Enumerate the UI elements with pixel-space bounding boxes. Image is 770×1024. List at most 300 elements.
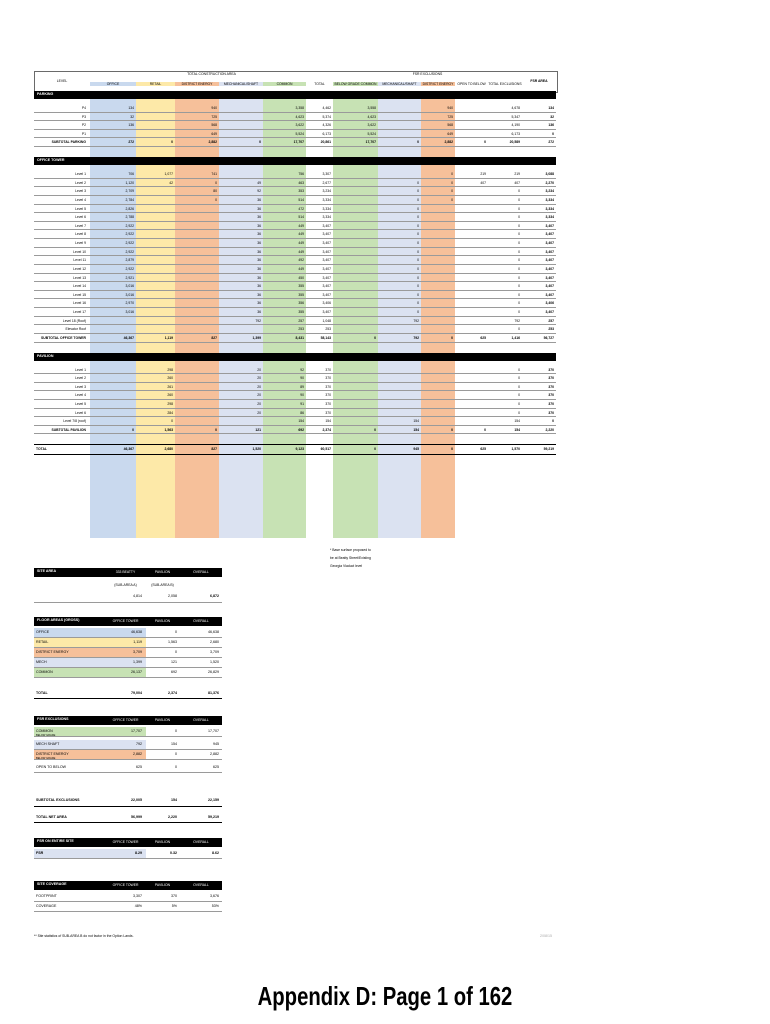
fsr-exclusions-row-line xyxy=(34,759,222,760)
cell-value: 741 xyxy=(211,172,217,177)
row-label: Level 11 xyxy=(73,258,86,263)
page-stamp: 2/08/15 xyxy=(540,934,552,938)
column-header: BELOW GRADE COMMON xyxy=(334,82,377,86)
cell-value: 5,347 xyxy=(511,114,520,119)
cell-value: 449 xyxy=(298,232,304,237)
appendix-title: Appendix D: Page 1 of 162 xyxy=(257,981,513,1011)
floor-areas-total-value: 79,004 xyxy=(131,691,142,695)
note-line: be at Beatty Street/Existing xyxy=(330,556,371,560)
site-area-col-sub: (SUB-AREA B) xyxy=(151,583,174,587)
row-line xyxy=(34,195,556,196)
cell-value: 827 xyxy=(211,335,217,340)
cell-value: 36 xyxy=(257,310,261,315)
site-coverage-row-value: 5% xyxy=(171,904,177,908)
cell-value: 5,524 xyxy=(367,131,376,136)
cell-value: 625 xyxy=(480,335,486,340)
cell-value: 36 xyxy=(257,197,261,202)
cell-value: 154 xyxy=(298,419,304,424)
cell-value: 3,407 xyxy=(322,266,331,271)
cell-value: 3,407 xyxy=(545,241,554,246)
site-area-value: 4,814 xyxy=(133,594,142,598)
fsr-exclusions-row-value: 17,707 xyxy=(131,729,142,733)
fsr-exclusions-row-label: DISTRICT ENERGY xyxy=(36,752,69,756)
row-label: P4 xyxy=(81,106,86,110)
row-line xyxy=(34,433,556,434)
cell-value: 0 xyxy=(417,310,419,315)
site-area-col-sub: (SUB-AREA A) xyxy=(114,583,137,587)
cell-value: 0 xyxy=(417,249,419,254)
site-coverage-row-value: 3,307 xyxy=(133,894,142,898)
cell-value: 20 xyxy=(257,376,261,381)
row-label: Level 12 xyxy=(73,266,86,271)
cell-value: 1,120 xyxy=(125,180,134,185)
cell-value: 3,334 xyxy=(545,197,554,202)
cell-value: 0 xyxy=(417,275,419,280)
cell-value: 0 xyxy=(451,427,453,432)
cell-value: 86 xyxy=(300,410,304,415)
column-header: OFFICE xyxy=(90,82,136,86)
fsr-subtotal-value: 154 xyxy=(171,798,177,802)
cell-value: 0 xyxy=(518,215,520,220)
row-line xyxy=(34,324,556,325)
floor-areas-total-value: 81,376 xyxy=(208,691,219,695)
cell-value: 0 xyxy=(451,172,453,177)
cell-value: 5,374 xyxy=(322,114,331,119)
total-value: 59,219 xyxy=(543,447,554,452)
floor-areas-row-value: 1,119 xyxy=(133,640,142,644)
row-line xyxy=(34,408,556,409)
fsr-subtotal-line xyxy=(34,806,222,807)
cell-value: 92 xyxy=(300,367,304,372)
cell-value: 36 xyxy=(257,206,261,211)
cell-value: 3,407 xyxy=(545,284,554,289)
cell-value: 260 xyxy=(167,376,173,381)
floor-areas-row-value: 0 xyxy=(175,630,177,634)
fsr-exclusions-col-header: PAVILION xyxy=(154,718,171,722)
cell-value: 3,622 xyxy=(367,123,376,128)
cell-value: 134 xyxy=(128,106,134,110)
cell-value: 0 xyxy=(518,189,520,194)
row-label: Level 6 xyxy=(75,215,86,220)
cell-value: 355 xyxy=(298,292,304,297)
cell-value: 0 xyxy=(518,393,520,398)
row-line xyxy=(34,425,556,426)
cell-value: 514 xyxy=(298,197,304,202)
cell-value: 4,623 xyxy=(367,114,376,119)
row-label: SUBTOTAL PAVILION xyxy=(51,427,86,432)
floor-areas-total-label: TOTAL xyxy=(36,691,48,695)
cell-value: 0 xyxy=(417,241,419,246)
column-header: TOTAL EXCLUSIONS xyxy=(488,82,522,86)
row-line xyxy=(34,247,556,248)
cell-value: 370 xyxy=(325,410,331,415)
floor-areas-row-value: 121 xyxy=(171,660,177,664)
cell-value: 89 xyxy=(300,384,304,389)
site-area-value: 2,058 xyxy=(168,594,177,598)
cell-value: 219 xyxy=(480,172,486,177)
cell-value: 0 xyxy=(259,140,261,145)
cell-value: 3,234 xyxy=(322,189,331,194)
row-label: Level 4 xyxy=(75,197,86,202)
cell-value: 0 xyxy=(552,131,554,136)
cell-value: 449 xyxy=(298,249,304,254)
fsr-exclusions-row-value: 17,707 xyxy=(208,729,219,733)
fsr-site-row-value: 8.29 xyxy=(135,851,142,855)
cell-value: 36 xyxy=(257,266,261,271)
net-area-line xyxy=(34,822,222,823)
cell-value: 0 xyxy=(215,180,217,185)
row-line xyxy=(34,290,556,291)
cell-value: 2,922 xyxy=(125,223,134,228)
fsr-exclusions-row-value: 0 xyxy=(175,729,177,733)
cell-value: 90 xyxy=(300,393,304,398)
fsr-exclusions-row-label: COMMON xyxy=(36,729,53,733)
row-label: Elevator Roof xyxy=(65,327,86,332)
cell-value: 370 xyxy=(548,393,554,398)
cell-value: 3,558 xyxy=(367,106,376,110)
site-coverage-row-label: FOOTPRINT xyxy=(36,894,57,898)
row-line xyxy=(34,342,556,343)
cell-value: 17,707 xyxy=(365,140,376,145)
cell-value: 370 xyxy=(325,376,331,381)
row-line xyxy=(34,264,556,265)
cell-value: 17,707 xyxy=(293,140,304,145)
row-line xyxy=(34,186,556,187)
site-coverage-col-header: OFFICE TOWER xyxy=(112,883,139,887)
fsr-exclusions-col-header: OFFICE TOWER xyxy=(112,718,139,722)
cell-value: 2,922 xyxy=(125,241,134,246)
fsr-site-col-header: OVERALL xyxy=(193,840,209,844)
cell-value: 2,709 xyxy=(125,189,134,194)
cell-value: 20 xyxy=(257,410,261,415)
cell-value: 6,173 xyxy=(322,131,331,136)
cell-value: 2,922 xyxy=(125,266,134,271)
cell-value: 3,334 xyxy=(545,215,554,220)
fsr-area-header: FSR AREA xyxy=(530,79,548,83)
cell-value: 4,623 xyxy=(295,114,304,119)
cell-value: 56,727 xyxy=(543,335,554,340)
cell-value: 3,407 xyxy=(545,292,554,297)
row-line xyxy=(34,212,556,213)
cell-value: 3,407 xyxy=(322,284,331,289)
row-label: Level 15 xyxy=(73,292,86,297)
cell-value: 463 xyxy=(298,180,304,185)
total-band xyxy=(34,444,556,445)
site-coverage-col-header: OVERALL xyxy=(193,883,209,887)
row-label: Level 17 xyxy=(73,310,86,315)
cell-value: 154 xyxy=(413,427,419,432)
row-line xyxy=(34,255,556,256)
cell-value: 36 xyxy=(257,292,261,297)
cell-value: 36 xyxy=(257,215,261,220)
cell-value: 6,173 xyxy=(511,131,520,136)
cell-value: 253 xyxy=(548,327,554,332)
cell-value: 3,407 xyxy=(545,266,554,271)
cell-value: 272 xyxy=(548,140,554,145)
cell-value: 370 xyxy=(548,401,554,406)
cell-value: 36 xyxy=(257,284,261,289)
row-label: Level 8 xyxy=(75,232,86,237)
cell-value: 80 xyxy=(213,189,217,194)
fsr-exclusions-col-header: OVERALL xyxy=(193,718,209,722)
cell-value: 0 xyxy=(518,327,520,332)
fsr-site-row-value: 8.62 xyxy=(212,851,219,855)
cell-value: 0 xyxy=(451,189,453,194)
cell-value: 370 xyxy=(548,410,554,415)
cell-value: 42 xyxy=(169,180,173,185)
cell-value: 3,407 xyxy=(545,223,554,228)
cell-value: 36 xyxy=(257,223,261,228)
floor-areas-row-value: 1,520 xyxy=(210,660,219,664)
cell-value: 407 xyxy=(514,180,520,185)
fsr-exclusions-row-value: 0 xyxy=(175,752,177,756)
section-band: OFFICE TOWER xyxy=(34,157,556,165)
cell-value: 725 xyxy=(211,114,217,119)
cell-value: 0 xyxy=(215,427,217,432)
cell-value: 3,407 xyxy=(322,292,331,297)
cell-value: 0 xyxy=(484,427,486,432)
fsr-exclusions-row-value: 625 xyxy=(213,765,219,769)
cell-value: 0 xyxy=(518,258,520,263)
site-coverage-row-line xyxy=(34,911,222,912)
cell-value: 940 xyxy=(211,106,217,110)
cell-value: 4,326 xyxy=(322,123,331,128)
cell-value: 0 xyxy=(518,292,520,297)
cell-value: 20 xyxy=(257,393,261,398)
net-area-value: 56,999 xyxy=(131,815,142,819)
cell-value: 0 xyxy=(518,275,520,280)
cell-value: 940 xyxy=(447,106,453,110)
cell-value: 756 xyxy=(298,172,304,177)
cell-value: 0 xyxy=(215,197,217,202)
row-label: Level 1 xyxy=(75,172,86,177)
row-line xyxy=(34,273,556,274)
cell-value: 407 xyxy=(480,180,486,185)
cell-value: 0 xyxy=(518,401,520,406)
floor-areas-row-label: OFFICE xyxy=(36,630,50,634)
cell-value: 36 xyxy=(257,232,261,237)
cell-value: 154 xyxy=(514,419,520,424)
cell-value: 725 xyxy=(447,114,453,119)
total-value: 0 xyxy=(451,447,453,452)
floor-areas-row-value: 26,829 xyxy=(208,670,219,674)
cell-value: 450 xyxy=(298,275,304,280)
floor-areas-col-header: OVERALL xyxy=(193,619,209,623)
cell-value: 2,922 xyxy=(125,232,134,237)
cell-value: 36 xyxy=(257,258,261,263)
row-label: Level 18 (Roof) xyxy=(62,318,86,323)
column-header: COMMON xyxy=(263,82,306,86)
site-area-col-header: 333 BEATTY xyxy=(115,570,136,574)
cell-value: 3,334 xyxy=(322,197,331,202)
cell-value: 0 xyxy=(518,367,520,372)
floor-areas-row-value: 2,680 xyxy=(210,640,219,644)
cell-value: 1,077 xyxy=(164,172,173,177)
cell-value: 0 xyxy=(417,223,419,228)
fsr-exclusions-row-line xyxy=(34,772,222,773)
cell-value: 3,016 xyxy=(125,292,134,297)
cell-value: 568 xyxy=(447,123,453,128)
cell-value: 3,016 xyxy=(125,284,134,289)
row-label: P3 xyxy=(81,114,86,119)
cell-value: 20 xyxy=(257,384,261,389)
cell-value: 792 xyxy=(514,318,520,323)
site-area-col-header: OVERALL xyxy=(193,570,209,574)
cell-value: 0 xyxy=(518,284,520,289)
row-label: Level 2 xyxy=(75,376,86,381)
fsr-exclusions-row-label: MECH SHAFT xyxy=(36,742,60,746)
column-header: DISTRICT ENERGY xyxy=(175,82,219,86)
total-value: 1,520 xyxy=(252,447,261,452)
total-value: 9,123 xyxy=(295,447,304,452)
row-line xyxy=(34,382,556,383)
fsr-exclusions-row-value: 0 xyxy=(175,765,177,769)
site-coverage-row-value: 3,676 xyxy=(210,894,219,898)
cell-value: 2,270 xyxy=(545,180,554,185)
floor-areas-col-header: PAVILION xyxy=(154,619,171,623)
column-header: RETAIL xyxy=(136,82,175,86)
cell-value: 356 xyxy=(298,301,304,306)
fsr-site-col-header: PAVILION xyxy=(154,840,171,844)
row-line xyxy=(34,146,556,147)
floor-areas-row-value: 1,563 xyxy=(168,640,177,644)
total-value: 0 xyxy=(374,447,376,452)
floor-areas-row-value: 0 xyxy=(175,650,177,654)
cell-value: 3,358 xyxy=(295,106,304,110)
row-line xyxy=(34,204,556,205)
cell-value: 370 xyxy=(325,393,331,398)
total-value: 46,367 xyxy=(123,447,134,452)
cell-value: 3,334 xyxy=(322,215,331,220)
cell-value: 32 xyxy=(550,114,554,119)
cell-value: 0 xyxy=(484,140,486,145)
cell-value: 3,407 xyxy=(545,232,554,237)
cell-value: 20 xyxy=(257,401,261,406)
row-label: Level 2 xyxy=(75,180,86,185)
cell-value: 58,143 xyxy=(320,335,331,340)
column-header: TOTAL xyxy=(314,82,325,86)
cell-value: 353 xyxy=(298,189,304,194)
total-value: 60,517 xyxy=(320,447,331,452)
cell-value: 792 xyxy=(413,318,419,323)
cell-value: 121 xyxy=(255,427,261,432)
net-area-label: TOTAL NET AREA xyxy=(36,815,67,819)
column-header: DISTRICT ENERGY xyxy=(422,82,454,86)
floor-areas-row-label: COMMON xyxy=(36,670,53,674)
cell-value: 449 xyxy=(298,266,304,271)
cell-value: 2,677 xyxy=(322,180,331,185)
cell-value: 0 xyxy=(518,241,520,246)
cell-value: 370 xyxy=(325,367,331,372)
row-line xyxy=(34,221,556,222)
note-line: * Base surface proposed to xyxy=(330,548,371,552)
fsr-site-row-label: FSR xyxy=(36,851,44,855)
fsr-exclusions-row-value: 154 xyxy=(171,742,177,746)
cell-value: 253 xyxy=(325,327,331,332)
cell-value: 3,406 xyxy=(545,301,554,306)
cell-value: 0 xyxy=(518,266,520,271)
cell-value: 706 xyxy=(128,172,134,177)
total-value: 945 xyxy=(413,447,419,452)
fsr-exclusions-row-value: 2,882 xyxy=(133,752,142,756)
cell-value: 253 xyxy=(298,327,304,332)
cell-value: 284 xyxy=(167,410,173,415)
cell-value: 0 xyxy=(518,197,520,202)
cell-value: 355 xyxy=(298,284,304,289)
cell-value: 0 xyxy=(417,180,419,185)
cell-value: 3,407 xyxy=(545,310,554,315)
cell-value: 0 xyxy=(417,266,419,271)
cell-value: 0 xyxy=(374,427,376,432)
cell-value: 0 xyxy=(171,140,173,145)
fsr-exclusions-row-value: 2,882 xyxy=(210,752,219,756)
cell-value: 3,334 xyxy=(322,206,331,211)
fsr-exclusions-row-line xyxy=(34,736,222,737)
cell-value: 0 xyxy=(518,384,520,389)
cell-value: 0 xyxy=(132,427,134,432)
row-label: Level 3 xyxy=(75,384,86,389)
cell-value: 472 xyxy=(298,206,304,211)
cell-value: 20 xyxy=(257,367,261,372)
fsr-subtotal-value: 22,159 xyxy=(208,798,219,802)
cell-value: 257 xyxy=(298,318,304,323)
cell-value: 298 xyxy=(167,401,173,406)
cell-value: 2,879 xyxy=(125,258,134,263)
cell-value: 355 xyxy=(298,310,304,315)
floor-areas-row-value: 3,709 xyxy=(133,650,142,654)
cell-value: 1,119 xyxy=(164,335,173,340)
cell-value: 3,407 xyxy=(545,275,554,280)
floor-areas-row-value: 46,638 xyxy=(131,630,142,634)
cell-value: 154 xyxy=(413,419,419,424)
cell-value: 272 xyxy=(128,140,134,145)
row-label: P2 xyxy=(81,123,86,128)
cell-value: 2,374 xyxy=(322,427,331,432)
cell-value: 0 xyxy=(171,419,173,424)
cell-value: 0 xyxy=(417,301,419,306)
floor-areas-col-header: OFFICE TOWER xyxy=(112,619,139,623)
cell-value: 0 xyxy=(518,310,520,315)
cell-value: 3,407 xyxy=(545,249,554,254)
floor-areas-row-label: DISTRICT ENERGY xyxy=(36,650,69,654)
cell-value: 0 xyxy=(417,197,419,202)
row-label: Level 7/8 (roof) xyxy=(63,419,86,424)
row-line xyxy=(34,316,556,317)
cell-value: 0 xyxy=(417,258,419,263)
level-header: LEVEL xyxy=(56,79,68,83)
floor-areas-row-value: 692 xyxy=(171,670,177,674)
floor-areas-row-label: MECH xyxy=(36,660,47,664)
cell-value: 136 xyxy=(548,123,554,128)
fsr-exclusions-row-value: 792 xyxy=(136,742,142,746)
cell-value: 92 xyxy=(257,189,261,194)
floor-areas-row-value: 26,137 xyxy=(131,670,142,674)
fsr-site-header-band: FSR ON ENTIRE SITE xyxy=(34,838,222,847)
floor-areas-row-value: 46,638 xyxy=(208,630,219,634)
cell-value: 0 xyxy=(518,206,520,211)
cell-value: 91 xyxy=(300,401,304,406)
cell-value: 0 xyxy=(518,223,520,228)
net-area-value: 59,219 xyxy=(208,815,219,819)
row-line xyxy=(34,112,556,113)
site-area-band: SITE AREA xyxy=(34,568,222,577)
cell-value: 2,882 xyxy=(208,140,217,145)
cell-value: 370 xyxy=(548,367,554,372)
cell-value: 0 xyxy=(451,335,453,340)
row-label: Level 6 xyxy=(75,410,86,415)
row-line xyxy=(34,390,556,391)
floor-areas-total-value: 2,374 xyxy=(168,691,177,695)
